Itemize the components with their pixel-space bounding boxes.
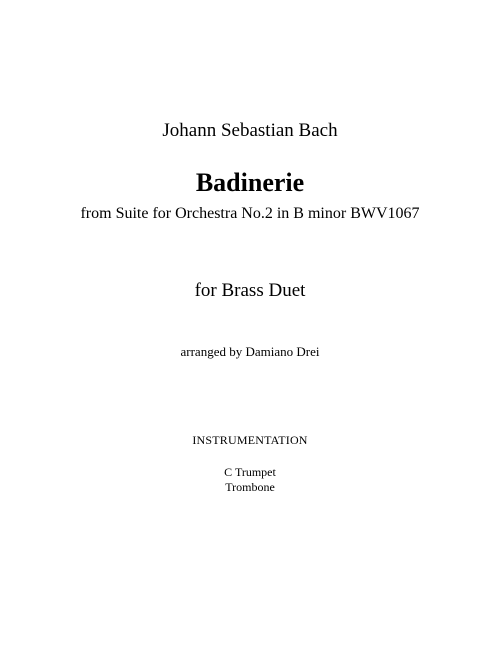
arranger-credit: arranged by Damiano Drei xyxy=(180,344,320,359)
instrument-list xyxy=(0,465,500,495)
instrument-item: C Trumpet xyxy=(224,465,276,479)
instrument-item: Trombone xyxy=(225,480,275,494)
piece-subtitle: from Suite for Orchestra No.2 in B minor BWV1067 xyxy=(80,205,420,222)
scoring-line: for Brass Duet xyxy=(194,280,306,301)
instrumentation-heading: INSTRUMENTATION xyxy=(192,433,308,447)
composer-name: Johann Sebastian Bach xyxy=(162,120,338,141)
piece-title: Badinerie xyxy=(195,168,305,197)
